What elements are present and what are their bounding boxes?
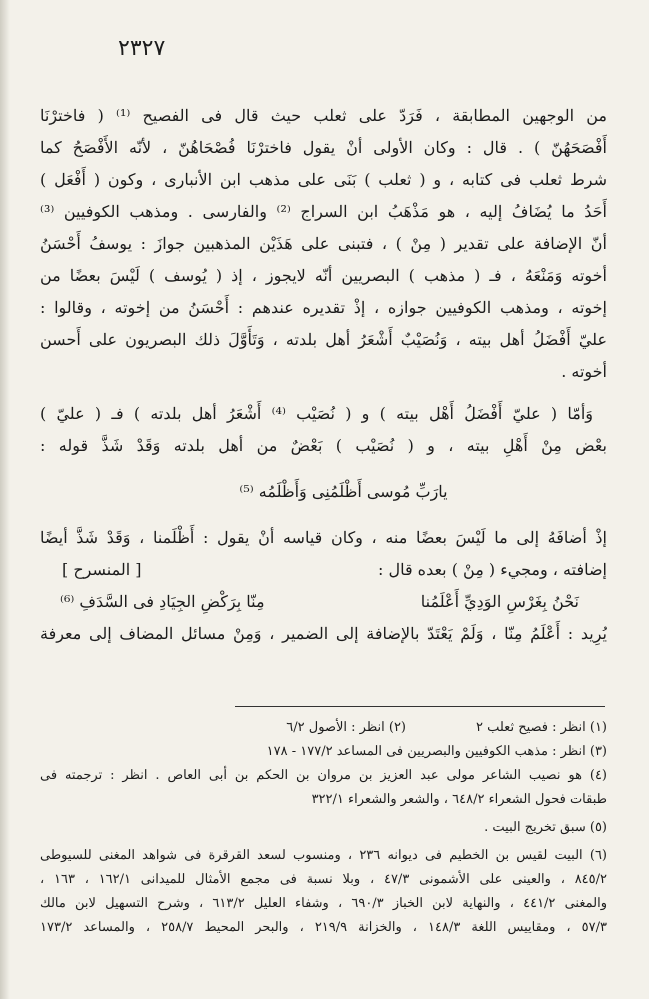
text-line: أخوته . xyxy=(561,362,607,381)
text-line: إذْ أضافَهُ إلى ما لَيْسَ بعضًا منه ، وكان قياسه أنْ يقول : أَظْلَمنا ، وَقَدْ شَذَّ أيضًا xyxy=(40,528,607,547)
text-line: من الوجهين المطابقة ، فَرَدّ على ثعلب حيث قال فى الفصيح ⁽¹⁾ ( فاخترْنَا xyxy=(40,106,607,125)
page-number: ٢٣٢٧ xyxy=(118,36,166,61)
footnote-divider xyxy=(235,706,605,707)
footnote: ٥٧/٣ ، ومقاييس اللغة ١٤٨/٣ ، والخزانة ٢١٩/٩ ، والبحر المحيط ٢٥٨/٧ ، والمساعد ١٧٣/٢ xyxy=(40,920,607,935)
footnote: (٢) انظر : الأصول ٦/٢ xyxy=(286,720,406,735)
text-line: عليّ أَفْضَلُ أهل بيته ، وَنُصَيْبٌ أَشْعَرُ أهل بلدته ، وَتَأَوَّلَ ذلك البصريون على أَحسن xyxy=(40,330,607,349)
text-line: أنّ الإضافة على تقدير ( مِنْ ) ، فتبنى على هَذَيْن المذهبين جوازَ : يوسفُ أَحْسَنُ xyxy=(40,234,607,253)
footnote: (٤) هو نصيب الشاعر مولى عبد العزيز بن مروان بن الحكم بن أبى العاص . انظر : ترجمته فى xyxy=(40,768,607,783)
verse-line: يارَبِّ مُوسى أَظْلَمُنِى وَأَظْلَمُه ⁽⁵⁾ xyxy=(239,482,448,501)
footnote: ٨٤٥/٢ ، والعينى على الأشمونى ٤٧/٣ ، وبلا نسبة فى مجمع الأمثال للميدانى ١٦٢/١ ، ١٦٣ ، xyxy=(40,872,607,887)
verse-intro: إضافته ، ومجيء ( مِنْ ) بعده قال : xyxy=(377,560,607,579)
text-line: شرط ثعلب فى كتابه ، و ( ثعلب ) بَنَى على مذهب ابن الأنبارى ، وكون ( أَفْعَل ) xyxy=(40,170,607,189)
text-line: بعْض مِنْ أَهْلِ بيته ، و ( نُصَيْب ) بَعْضٌ من أهل بلدته وَقَدْ شَذَّ قوله : xyxy=(40,436,607,455)
text-line: إخوته ، ومذهب الكوفيين جوازه ، إذْ تقديره عندهم : أَحْسَنُ من إخوته ، وقالوا : xyxy=(40,298,607,317)
verse-hemistich-first: نَحْنُ بِغَرْسِ الوَدِيِّ أَعْلَمُنا xyxy=(420,592,579,611)
footnote-row xyxy=(40,716,607,740)
footnote: (٦) البيت لقيس بن الخطيم فى ديوانه ٢٣٦ ، ومنسوب لسعد القرقرة فى شواهد المغنى للسيوطى xyxy=(40,848,607,863)
text-line: يُرِيد : أَعْلَمُ مِنّا ، وَلَمْ يَعْتَدّ بالإضافة إلى الضمير ، وَمِنْ مسائل المضاف إلى معرفة xyxy=(40,624,607,643)
footnote: (٣) انظر : مذهب الكوفيين والبصريين فى المساعد ١٧٧/٢ - ١٧٨ xyxy=(266,744,607,759)
verse-hemistich-second: مِنّا بِرَكْضِ الجِيَادِ فى السَّدَفِ ⁽⁶⁾ xyxy=(60,592,265,611)
text-line: أَحَدُ ما يُضَافُ إليه ، هو مَذْهَبُ ابن السراج ⁽²⁾ والفارسى . ومذهب الكوفيين ⁽³⁾ xyxy=(40,202,607,221)
footnote: (١) انظر : فصيح ثعلب ٢ xyxy=(476,720,607,735)
text-line: وَأمّا ( عليّ أَفْضَلُ أَهْل بيته ) و ( نُصَيْب ⁽⁴⁾ أَشْعَرُ أهل بلدته ) فـ ( عليّ ) xyxy=(40,404,593,423)
text-line: أَفْصَحَهُنّ ) . قال : وكان الأولى أنْ يقول فاخترْنَا فُصْحَاهُنّ ، لأنّه الأَفْصَحُ كما xyxy=(40,138,607,157)
verse-couplet xyxy=(40,586,607,618)
footnote: والمغنى ٤٤١/٢ ، والنهاية لابن الخباز ٦٩٠/٣ ، وشفاء العليل ٦١٣/٢ ، وشرح التسهيل لابن مالك xyxy=(40,896,607,911)
text-line: أخوته وَمَنْعَهُ ، فـ ( مذهب ) البصريين أنّه لايجوز ، إذ ( يُوسف ) لَيْسَ بعضًا من xyxy=(40,266,607,285)
footnote: (٥) سبق تخريج البيت . xyxy=(484,820,607,835)
verse-intro-row xyxy=(40,554,607,586)
footnote: طبقات فحول الشعراء ٦٤٨/٢ ، والشعر والشعراء ٣٢٢/١ xyxy=(311,792,607,807)
main-text xyxy=(40,100,607,650)
meter-label: [ المنسرح ] xyxy=(62,560,142,579)
footnotes xyxy=(40,716,607,940)
